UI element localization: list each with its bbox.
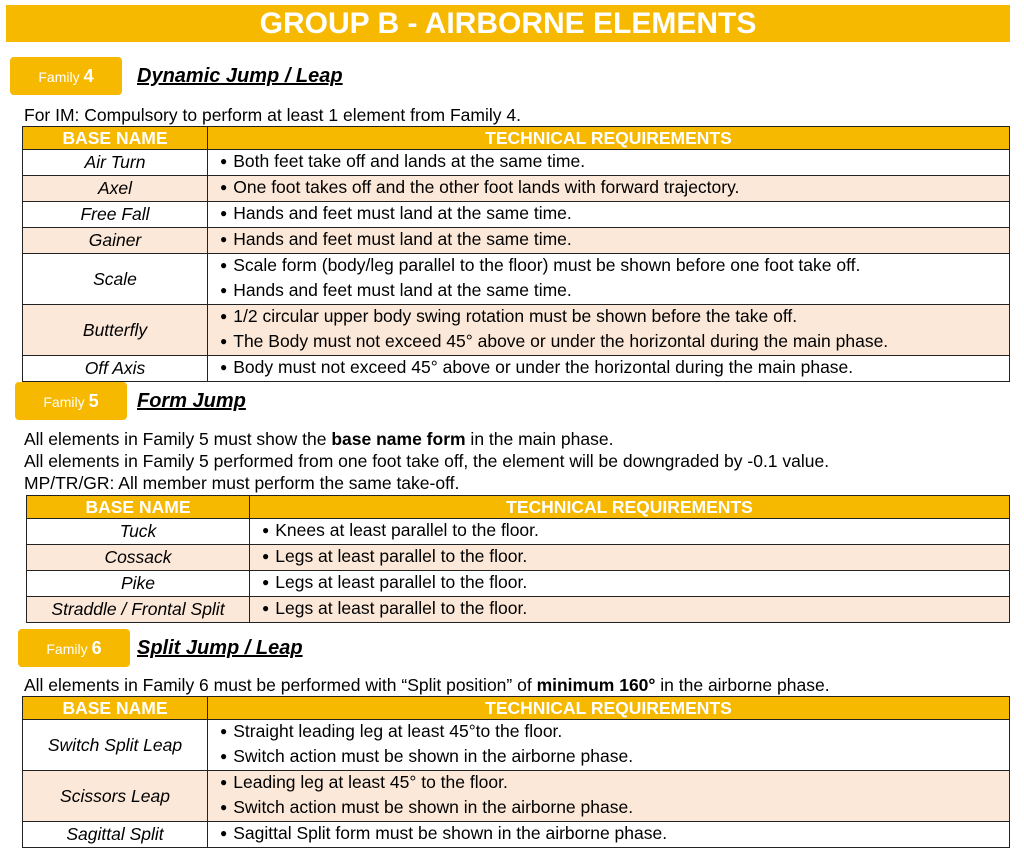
requirements-cell	[250, 571, 1010, 597]
requirement-item: ● Switch action must be shown in the airborne phase.	[220, 796, 1009, 821]
technical-requirements-header: TECHNICAL REQUIREMENTS	[250, 496, 1010, 519]
family-4-badge-word: Family	[38, 69, 80, 85]
base-name-header: BASE NAME	[23, 697, 208, 720]
requirement-item: ● 1/2 circular upper body swing rotation must be shown before the take off.	[220, 305, 1009, 330]
requirement-item: ● Straight leading leg at least 45°to the floor.	[220, 720, 1009, 745]
requirement-item: ● Both feet take off and lands at the same time.	[220, 150, 1009, 175]
family-6-intro-bold: minimum 160°	[536, 675, 656, 695]
family-4-badge-number: 4	[83, 66, 94, 86]
base-name-cell: Free Fall	[23, 202, 208, 228]
family-4-table	[22, 126, 1010, 382]
requirements-cell	[208, 822, 1010, 848]
requirement-item: ● Switch action must be shown in the airborne phase.	[220, 745, 1009, 770]
family-5-intro-1-pre: All elements in Family 5 must show the	[24, 429, 332, 449]
requirement-item: ● Knees at least parallel to the floor.	[262, 519, 1009, 544]
table-row	[23, 822, 1010, 848]
table-row	[23, 720, 1010, 771]
table-row	[23, 228, 1010, 254]
base-name-cell: Axel	[23, 176, 208, 202]
requirement-item: ● Leading leg at least 45° to the floor.	[220, 771, 1009, 796]
table-row	[23, 254, 1010, 305]
base-name-header: BASE NAME	[23, 127, 208, 150]
family-6-badge	[18, 629, 130, 667]
base-name-cell: Scale	[23, 254, 208, 305]
family-5-title: Form Jump	[137, 390, 246, 412]
family-5-badge	[15, 382, 127, 420]
base-name-cell: Tuck	[27, 519, 250, 545]
requirement-item: ● Hands and feet must land at the same time.	[220, 279, 1009, 304]
requirements-cell	[208, 150, 1010, 176]
family-5-intro-1-post: in the main phase.	[465, 429, 614, 449]
family-6-table	[22, 696, 1010, 848]
requirement-item: ● Hands and feet must land at the same time.	[220, 202, 1009, 227]
requirements-cell	[208, 228, 1010, 254]
family-6-intro-post: in the airborne phase.	[655, 675, 830, 695]
requirements-cell	[250, 519, 1010, 545]
base-name-cell: Scissors Leap	[23, 771, 208, 822]
requirements-cell	[208, 254, 1010, 305]
requirement-item: ● Sagittal Split form must be shown in the airborne phase.	[220, 822, 1009, 847]
table-row	[23, 356, 1010, 382]
base-name-header: BASE NAME	[27, 496, 250, 519]
family-6-intro	[24, 674, 830, 697]
family-5-table	[26, 495, 1010, 623]
base-name-cell: Air Turn	[23, 150, 208, 176]
table-header-row	[27, 496, 1010, 519]
family-5-badge-word: Family	[43, 394, 85, 410]
requirement-item: ● Hands and feet must land at the same time.	[220, 228, 1009, 253]
requirements-cell	[208, 305, 1010, 356]
page-title: GROUP B - AIRBORNE ELEMENTS	[6, 5, 1010, 42]
table-row	[23, 771, 1010, 822]
requirements-cell	[250, 545, 1010, 571]
table-row	[27, 519, 1010, 545]
table-header-row	[23, 697, 1010, 720]
family-5-intro-3: MP/TR/GR: All member must perform the same take-off.	[24, 473, 460, 493]
family-5-intro-2: All elements in Family 5 performed from one foot take off, the element will be downgraded by -0.1 value.	[24, 451, 830, 471]
requirements-cell	[208, 176, 1010, 202]
requirements-cell	[208, 356, 1010, 382]
family-6-title: Split Jump / Leap	[137, 637, 303, 659]
requirement-item: ● Body must not exceed 45° above or under the horizontal during the main phase.	[220, 356, 1009, 381]
requirement-item: ● One foot takes off and the other foot lands with forward trajectory.	[220, 176, 1009, 201]
base-name-cell: Sagittal Split	[23, 822, 208, 848]
family-4-badge	[10, 57, 122, 95]
family-5-badge-number: 5	[88, 391, 99, 411]
requirements-cell	[250, 597, 1010, 623]
table-row	[23, 305, 1010, 356]
base-name-cell: Switch Split Leap	[23, 720, 208, 771]
table-row	[23, 202, 1010, 228]
table-row	[23, 176, 1010, 202]
base-name-cell: Straddle / Frontal Split	[27, 597, 250, 623]
requirement-item: ● The Body must not exceed 45° above or under the horizontal during the main phase.	[220, 330, 1009, 355]
family-6-badge-word: Family	[46, 641, 88, 657]
table-row	[27, 597, 1010, 623]
family-6-badge-number: 6	[91, 638, 102, 658]
table-row	[23, 150, 1010, 176]
table-row	[27, 545, 1010, 571]
requirement-item: ● Legs at least parallel to the floor.	[262, 571, 1009, 596]
base-name-cell: Pike	[27, 571, 250, 597]
table-header-row	[23, 127, 1010, 150]
technical-requirements-header: TECHNICAL REQUIREMENTS	[208, 697, 1010, 720]
family-4-intro: For IM: Compulsory to perform at least 1 element from Family 4.	[24, 105, 521, 125]
base-name-cell: Gainer	[23, 228, 208, 254]
family-5-intro-1-bold: base name form	[331, 429, 466, 449]
base-name-cell: Off Axis	[23, 356, 208, 382]
table-row	[27, 571, 1010, 597]
requirements-cell	[208, 720, 1010, 771]
family-4-title: Dynamic Jump / Leap	[137, 65, 343, 87]
technical-requirements-header: TECHNICAL REQUIREMENTS	[208, 127, 1010, 150]
requirements-cell	[208, 202, 1010, 228]
requirement-item: ● Scale form (body/leg parallel to the floor) must be shown before one foot take off.	[220, 254, 1009, 279]
requirement-item: ● Legs at least parallel to the floor.	[262, 545, 1009, 570]
family-6-intro-pre: All elements in Family 6 must be performed with “Split position” of	[24, 675, 537, 695]
base-name-cell: Cossack	[27, 545, 250, 571]
requirement-item: ● Legs at least parallel to the floor.	[262, 597, 1009, 622]
requirements-cell	[208, 771, 1010, 822]
base-name-cell: Butterfly	[23, 305, 208, 356]
family-5-intro-1	[24, 428, 613, 451]
